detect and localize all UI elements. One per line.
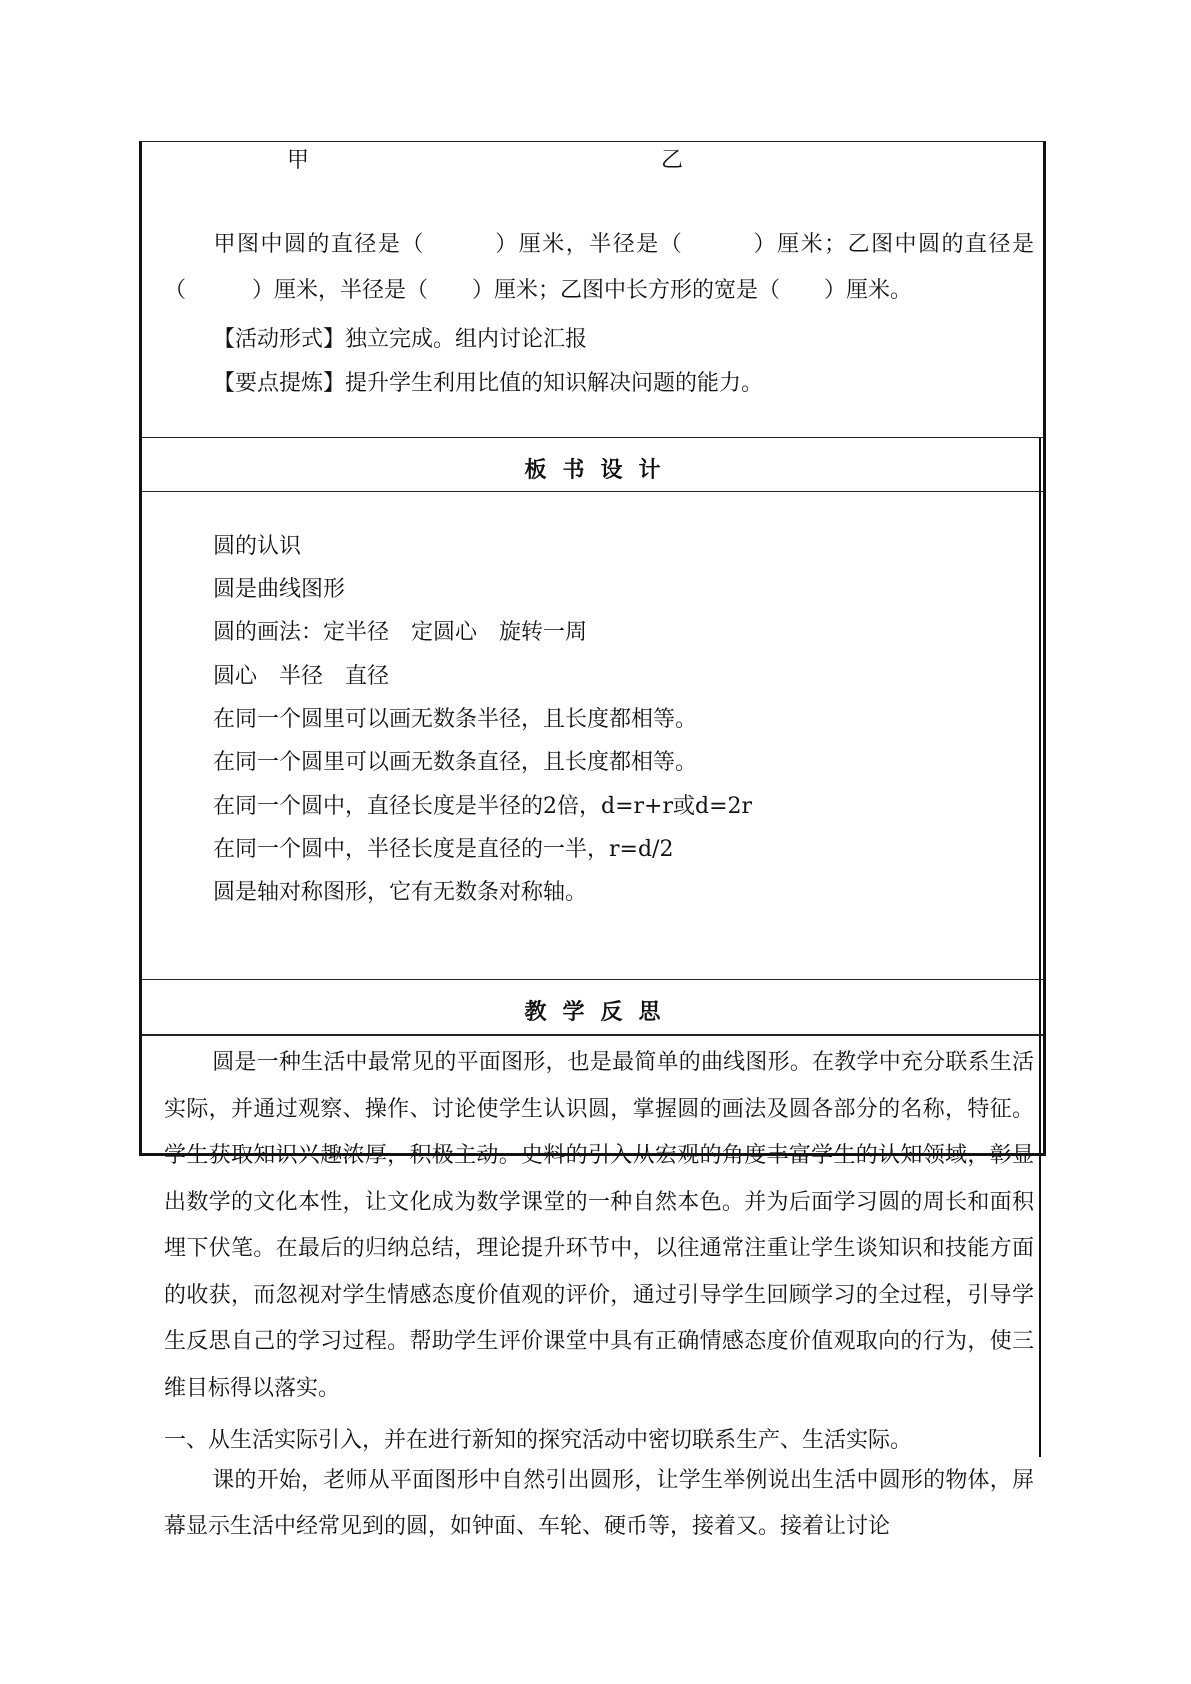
reflection-paragraph-2 bbox=[164, 1458, 1034, 1550]
board-item: 在同一个圆里可以画无数条直径，且长度都相等。 bbox=[213, 750, 698, 775]
exercise-question bbox=[164, 222, 1034, 314]
reflection-title-text: 教学反思 bbox=[524, 999, 677, 1025]
reflection-title bbox=[142, 995, 1043, 1026]
board-design-title-text: 板书设计 bbox=[524, 457, 677, 483]
key-points: 【要点提炼】提升学生利用比值的知识解决问题的能力。 bbox=[213, 371, 764, 396]
board-item: 圆是轴对称图形，它有无数条对称轴。 bbox=[213, 880, 588, 905]
board-design-title bbox=[142, 453, 1043, 484]
figure-label-jia: 甲 bbox=[287, 148, 310, 173]
board-item: 圆心 半径 直径 bbox=[213, 664, 390, 689]
divider-after-reflection-title bbox=[142, 1034, 1043, 1036]
board-item: 圆的认识 bbox=[213, 534, 302, 559]
reflection-heading-1: 一、从生活实际引入，并在进行新知的探究活动中密切联系生产、生活实际。 bbox=[164, 1428, 913, 1453]
board-item: 在同一个圆中，直径长度是半径的2倍，d=r+r或d=2r bbox=[213, 794, 753, 819]
board-item: 在同一个圆中，半径长度是直径的一半，r=d/2 bbox=[213, 837, 674, 862]
reflection-paragraph-1-text: 圆是一种生活中最常见的平面图形，也是最简单的曲线图形。在教学中充分联系生活实际，并通过观察、操作、讨论使学生认识圆，掌握圆的画法及圆各部分的名称，特征。学生获取知识兴趣浓厚，积极主动。史料的引入从宏观的角度丰富学生的认知领域，彰显出数学的文化本性，让文化成为数学课堂的一种自然本色。并为后面学习圆的周长和面积埋下伏笔。在最后的归纳总结，理论提升环节中，以往通常注重让学生谈知识和技能方面的收获，而忽视对学生情感态度价值观的评价，通过引导学生回顾学习的全过程，引导学生反思自己的学习过程。帮助学生评价课堂中具有正确情感态度价值观取向的行为，使三维目标得以落实。 bbox=[164, 1050, 1034, 1401]
reflection-paragraph-2-text: 课的开始，老师从平面图形中自然引出圆形，让学生举例说出生活中圆形的物体，屏幕显示生活中经常见到的圆，如钟面、车轮、硬币等，接着又。接着让讨论 bbox=[164, 1468, 1034, 1539]
table-right-double-border bbox=[1039, 437, 1041, 1457]
exercise-question-text: 甲图中圆的直径是（ ）厘米，半径是（ ）厘米；乙图中圆的直径是（ ）厘米，半径是（ ）厘米；乙图中长方形的宽是（ ）厘米。 bbox=[164, 232, 1034, 303]
board-item: 圆的画法：定半径 定圆心 旋转一周 bbox=[213, 620, 588, 645]
activity-form: 【活动形式】独立完成。组内讨论汇报 bbox=[213, 327, 588, 352]
divider-before-reflection bbox=[142, 979, 1043, 980]
divider-before-board bbox=[142, 437, 1043, 438]
divider-after-board-title bbox=[142, 491, 1043, 492]
board-item: 在同一个圆里可以画无数条半径，且长度都相等。 bbox=[213, 707, 698, 732]
reflection-paragraph-1 bbox=[164, 1040, 1034, 1412]
figure-label-yi: 乙 bbox=[661, 148, 684, 173]
board-item: 圆是曲线图形 bbox=[213, 577, 346, 602]
